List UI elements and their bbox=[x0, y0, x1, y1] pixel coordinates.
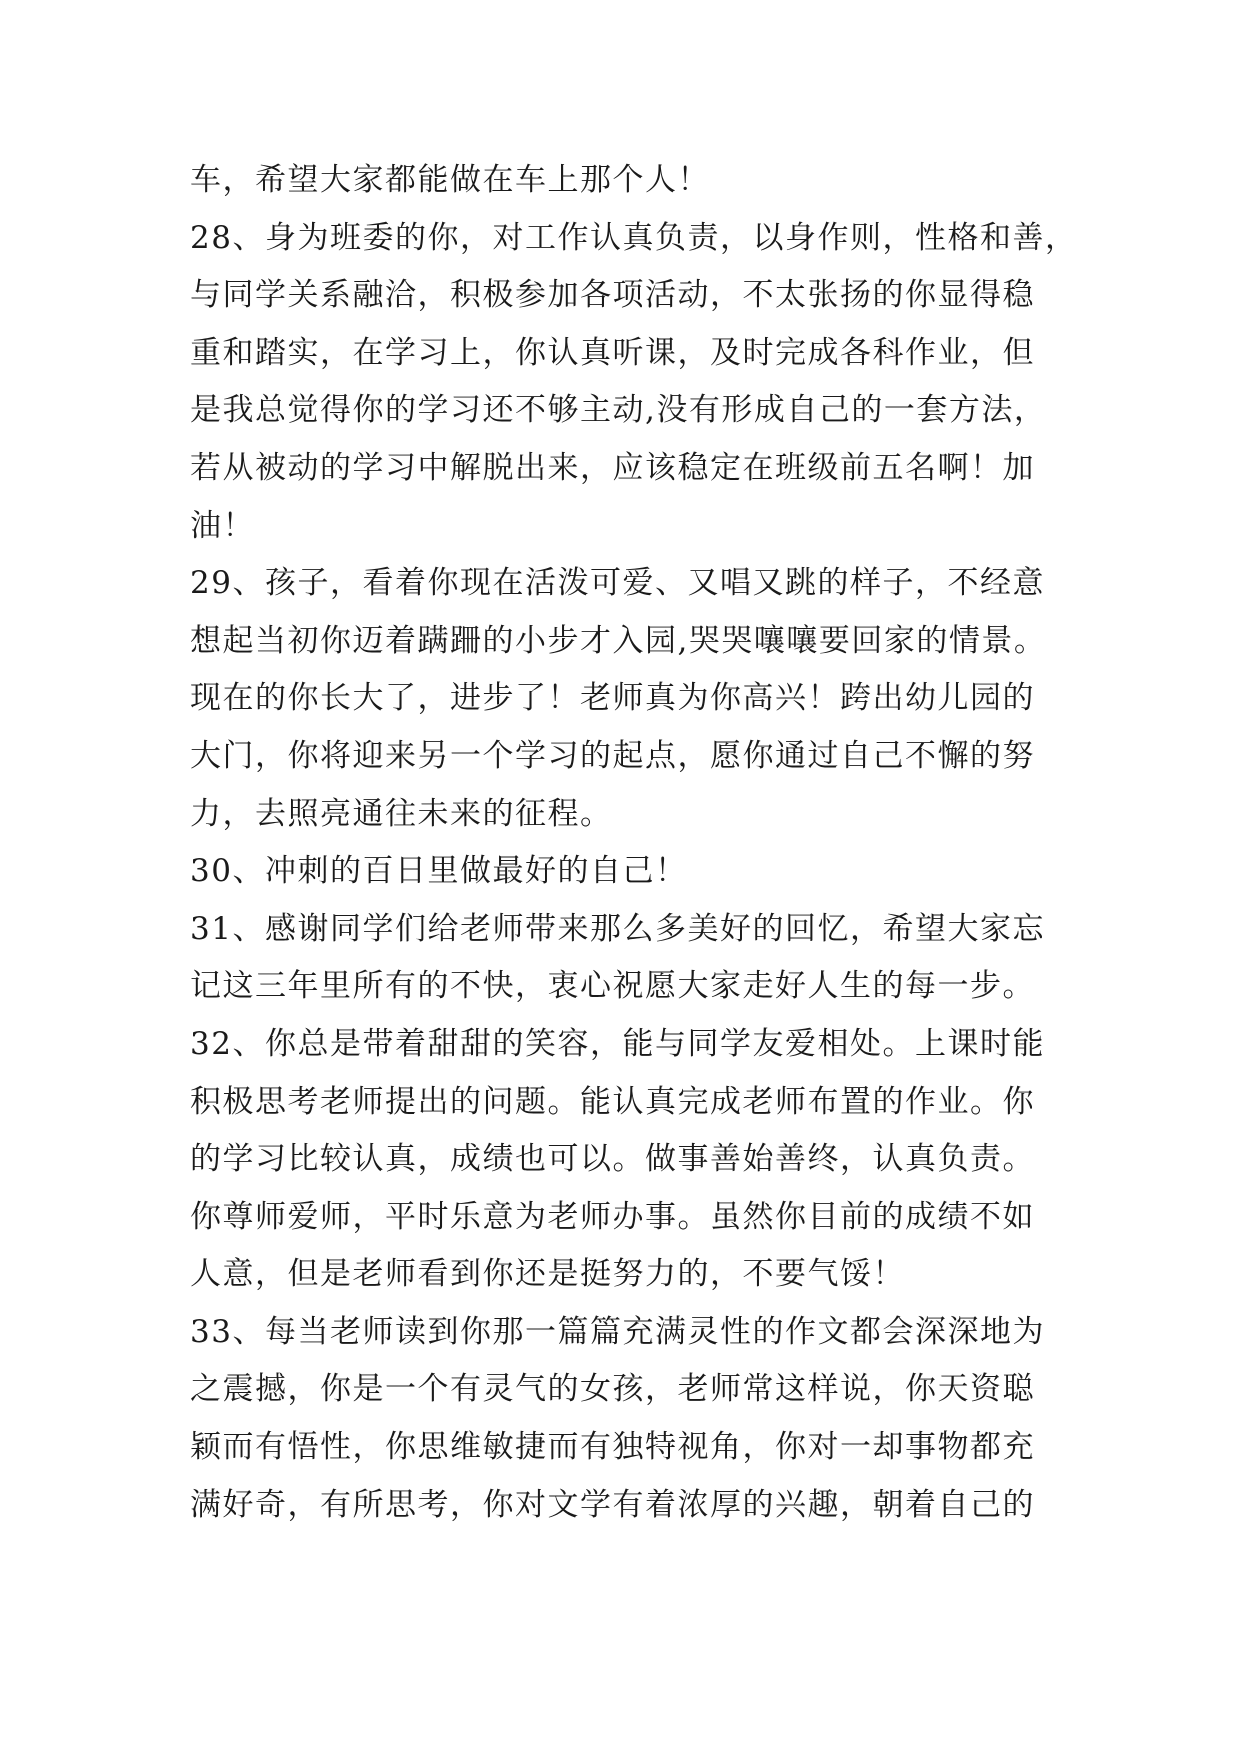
text-line: 颖而有悟性，你思维敏捷而有独特视角，你对一却事物都充 bbox=[190, 1429, 1035, 1466]
text-line: 人意，但是老师看到你还是挺努力的，不要气馁！ bbox=[190, 1256, 905, 1293]
text-line: 重和踏实，在学习上，你认真听课，及时完成各科作业，但 bbox=[190, 334, 1035, 371]
text-line: 车，希望大家都能做在车上那个人！ bbox=[190, 162, 710, 198]
text-line: 满好奇，有所思考，你对文学有着浓厚的兴趣，朝着自己的 bbox=[190, 1486, 1035, 1523]
text-line: 33、每当老师读到你那一篇篇充满灵性的作文都会深深地为 bbox=[190, 1313, 1045, 1350]
text-line: 的学习比较认真，成绩也可以。做事善始善终，认真负责。 bbox=[190, 1141, 1035, 1178]
text-line: 是我总觉得你的学习还不够主动,没有形成自己的一套方法， bbox=[190, 392, 1047, 429]
text-line: 28、身为班委的你，对工作认真负责，以身作则，性格和善， bbox=[190, 219, 1078, 256]
text-line: 你尊师爱师，平时乐意为老师办事。虽然你目前的成绩不如 bbox=[190, 1198, 1035, 1235]
text-line: 与同学关系融洽，积极参加各项活动，不太张扬的你显得稳 bbox=[190, 277, 1035, 314]
text-line: 31、感谢同学们给老师带来那么多美好的回忆，希望大家忘 bbox=[190, 910, 1045, 947]
text-line: 力，去照亮通往未来的征程。 bbox=[190, 795, 613, 832]
text-line: 记这三年里所有的不快，衷心祝愿大家走好人生的每一步。 bbox=[190, 968, 1035, 1005]
text-line: 积极思考老师提出的问题。能认真完成老师布置的作业。你 bbox=[190, 1083, 1035, 1120]
text-line: 油！ bbox=[190, 507, 255, 544]
text-line: 29、孩子，看着你现在活泼可爱、又唱又跳的样子，不经意 bbox=[190, 565, 1045, 602]
body-text bbox=[190, 152, 1078, 1534]
text-line: 32、你总是带着甜甜的笑容，能与同学友爱相处。上课时能 bbox=[190, 1025, 1045, 1062]
text-line: 想起当初你迈着蹒跚的小步才入园,哭哭嚷嚷要回家的情景。 bbox=[190, 622, 1047, 659]
text-line: 若从被动的学习中解脱出来，应该稳定在班级前五名啊！加 bbox=[190, 449, 1035, 486]
text-line: 之震撼，你是一个有灵气的女孩，老师常这样说，你天资聪 bbox=[190, 1371, 1035, 1408]
text-line: 现在的你长大了，进步了！老师真为你高兴！跨出幼儿园的 bbox=[190, 680, 1035, 717]
text-line: 大门，你将迎来另一个学习的起点，愿你通过自己不懈的努 bbox=[190, 737, 1035, 774]
text-line: 30、冲刺的百日里做最好的自己！ bbox=[190, 853, 688, 890]
